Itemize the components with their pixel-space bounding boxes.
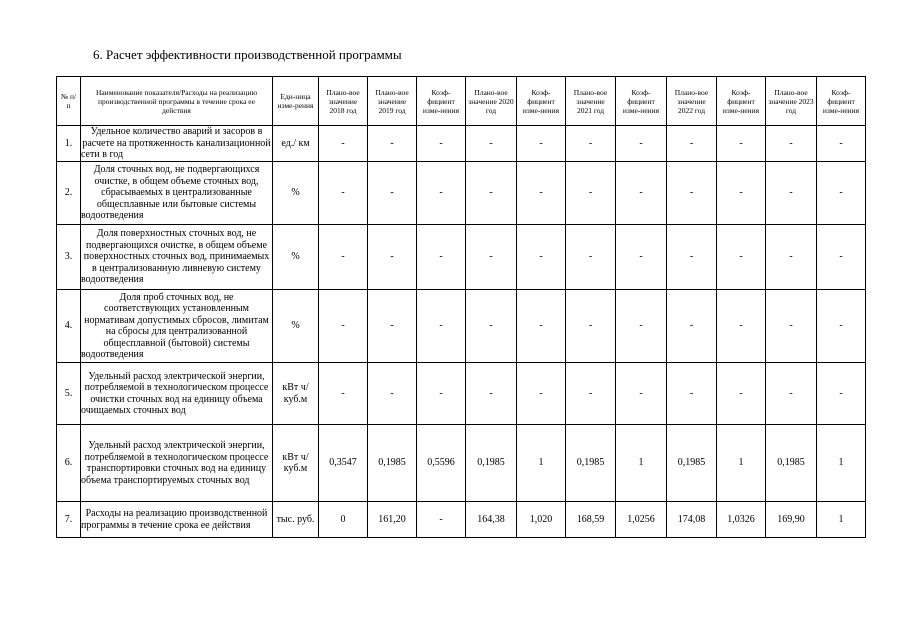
value-cell: - — [667, 126, 717, 162]
value-cell: - — [517, 126, 566, 162]
value-cell: - — [566, 290, 616, 363]
table-row — [57, 363, 866, 425]
value-cell: 168,59 — [566, 502, 616, 538]
value-cell: - — [517, 225, 566, 290]
unit-cell: % — [273, 162, 319, 225]
value-cell: 169,90 — [766, 502, 817, 538]
value-cell: - — [466, 225, 517, 290]
column-header: Плано-вое значение 2019 год — [368, 77, 417, 126]
unit-cell: кВт ч/куб.м — [273, 425, 319, 502]
column-header: Коэф-фициент изме-нения — [417, 77, 466, 126]
value-cell: - — [717, 126, 766, 162]
value-cell: - — [667, 225, 717, 290]
value-cell: - — [766, 363, 817, 425]
value-cell: 0,1985 — [766, 425, 817, 502]
row-number: 3. — [57, 225, 81, 290]
value-cell: - — [319, 225, 368, 290]
value-cell: - — [417, 126, 466, 162]
value-cell: - — [616, 290, 667, 363]
row-number: 6. — [57, 425, 81, 502]
column-header: Коэф-фициент изме-нения — [717, 77, 766, 126]
indicator-name: Доля проб сточных вод, не соответствующих установленным нормативам допустимых сбросов, лимитам на сбросы для централизованной общесплавной (бытовой) системы водоотведения — [81, 290, 273, 363]
value-cell: - — [616, 363, 667, 425]
value-cell: 1,020 — [517, 502, 566, 538]
value-cell: 0 — [319, 502, 368, 538]
value-cell: - — [466, 162, 517, 225]
value-cell: - — [766, 225, 817, 290]
value-cell: 0,1985 — [566, 425, 616, 502]
value-cell: - — [466, 126, 517, 162]
value-cell: 1 — [616, 425, 667, 502]
value-cell: - — [566, 363, 616, 425]
row-number: 7. — [57, 502, 81, 538]
column-header: Плано-вое значение 2022 год — [667, 77, 717, 126]
column-header: Плано-вое значение 2020 год — [466, 77, 517, 126]
value-cell: - — [417, 363, 466, 425]
value-cell: - — [766, 290, 817, 363]
unit-cell: % — [273, 225, 319, 290]
value-cell: - — [616, 126, 667, 162]
row-number: 5. — [57, 363, 81, 425]
table-body — [57, 126, 866, 538]
value-cell: - — [566, 126, 616, 162]
value-cell: - — [417, 225, 466, 290]
table-row — [57, 162, 866, 225]
value-cell: 164,38 — [466, 502, 517, 538]
unit-cell: кВт ч/куб.м — [273, 363, 319, 425]
value-cell: 174,08 — [667, 502, 717, 538]
value-cell: - — [368, 363, 417, 425]
indicator-name: Доля сточных вод, не подвергающихся очистке, в общем объеме сточных вод, сбрасываемых в централизованные общесплавные или бытовые системы водоотведения — [81, 162, 273, 225]
value-cell: - — [667, 363, 717, 425]
value-cell: 161,20 — [368, 502, 417, 538]
table-header-row — [57, 77, 866, 126]
value-cell: 1 — [717, 425, 766, 502]
value-cell: - — [517, 162, 566, 225]
value-cell: 1 — [817, 502, 866, 538]
value-cell: - — [319, 126, 368, 162]
row-number: 2. — [57, 162, 81, 225]
value-cell: - — [717, 162, 766, 225]
value-cell: - — [717, 225, 766, 290]
unit-cell: ед./ км — [273, 126, 319, 162]
value-cell: 0,1985 — [466, 425, 517, 502]
column-header: Коэф-фициент изме-нения — [517, 77, 566, 126]
value-cell: 0,3547 — [319, 425, 368, 502]
value-cell: - — [517, 290, 566, 363]
value-cell: - — [766, 162, 817, 225]
value-cell: - — [466, 363, 517, 425]
value-cell: - — [319, 290, 368, 363]
value-cell: 0,1985 — [368, 425, 417, 502]
table-row — [57, 425, 866, 502]
value-cell: - — [817, 126, 866, 162]
column-header: Коэф-фициент изме-нения — [817, 77, 866, 126]
column-header: № п/п — [57, 77, 81, 126]
indicator-name: Удельный расход электрической энергии, потребляемой в технологическом процессе очистки сточных вод на единицу объема очищаемых сточных вод — [81, 363, 273, 425]
value-cell: - — [817, 290, 866, 363]
indicator-name: Доля поверхностных сточных вод, не подвергающихся очистке, в общем объеме поверхностных сточных вод, принимаемых в централизованную ливневую систему водоотведения — [81, 225, 273, 290]
table-row — [57, 290, 866, 363]
value-cell: - — [667, 290, 717, 363]
row-number: 1. — [57, 126, 81, 162]
unit-cell: % — [273, 290, 319, 363]
table-row — [57, 126, 866, 162]
column-header: Плано-вое значение 2023 год — [766, 77, 817, 126]
value-cell: 1 — [517, 425, 566, 502]
efficiency-table — [56, 76, 866, 538]
unit-cell: тыс. руб. — [273, 502, 319, 538]
column-header: Коэф-фициент изме-нения — [616, 77, 667, 126]
value-cell: - — [817, 363, 866, 425]
indicator-name: Удельное количество аварий и засоров в расчете на протяженность канализационной сети в год — [81, 126, 271, 161]
value-cell: 0,5596 — [417, 425, 466, 502]
value-cell: - — [368, 225, 417, 290]
value-cell: - — [817, 225, 866, 290]
value-cell: - — [517, 363, 566, 425]
table-row — [57, 225, 866, 290]
indicator-name: Расходы на реализацию производственной программы в течение срока ее действия — [81, 502, 273, 538]
value-cell: - — [667, 162, 717, 225]
column-header: Еди-ница изме-рения — [273, 77, 319, 126]
row-number: 4. — [57, 290, 81, 363]
value-cell: - — [717, 363, 766, 425]
value-cell: - — [417, 502, 466, 538]
value-cell: - — [766, 126, 817, 162]
column-header: Плано-вое значение 2021 год — [566, 77, 616, 126]
value-cell: - — [368, 126, 417, 162]
value-cell: - — [417, 290, 466, 363]
value-cell: - — [368, 162, 417, 225]
value-cell: - — [319, 363, 368, 425]
value-cell: - — [417, 162, 466, 225]
table-row — [57, 502, 866, 538]
value-cell: - — [319, 162, 368, 225]
value-cell: - — [616, 225, 667, 290]
value-cell: - — [817, 162, 866, 225]
value-cell: 1,0256 — [616, 502, 667, 538]
value-cell: - — [368, 290, 417, 363]
indicator-name: Удельный расход электрической энергии, потребляемой в технологическом процессе транспортировки сточных вод на единицу объема транспортируемых сточных вод — [81, 425, 273, 502]
value-cell: - — [616, 162, 667, 225]
value-cell: - — [566, 162, 616, 225]
column-header: Наименование показателя/Расходы на реализацию производственной программы в течение срока ее действия — [81, 77, 273, 126]
value-cell: 1,0326 — [717, 502, 766, 538]
value-cell: - — [466, 290, 517, 363]
column-header: Плано-вое значение 2018 год — [319, 77, 368, 126]
value-cell: - — [717, 290, 766, 363]
value-cell: 1 — [817, 425, 866, 502]
value-cell: - — [566, 225, 616, 290]
page-title: 6. Расчет эффективности производственной программы — [93, 47, 402, 62]
value-cell: 0,1985 — [667, 425, 717, 502]
